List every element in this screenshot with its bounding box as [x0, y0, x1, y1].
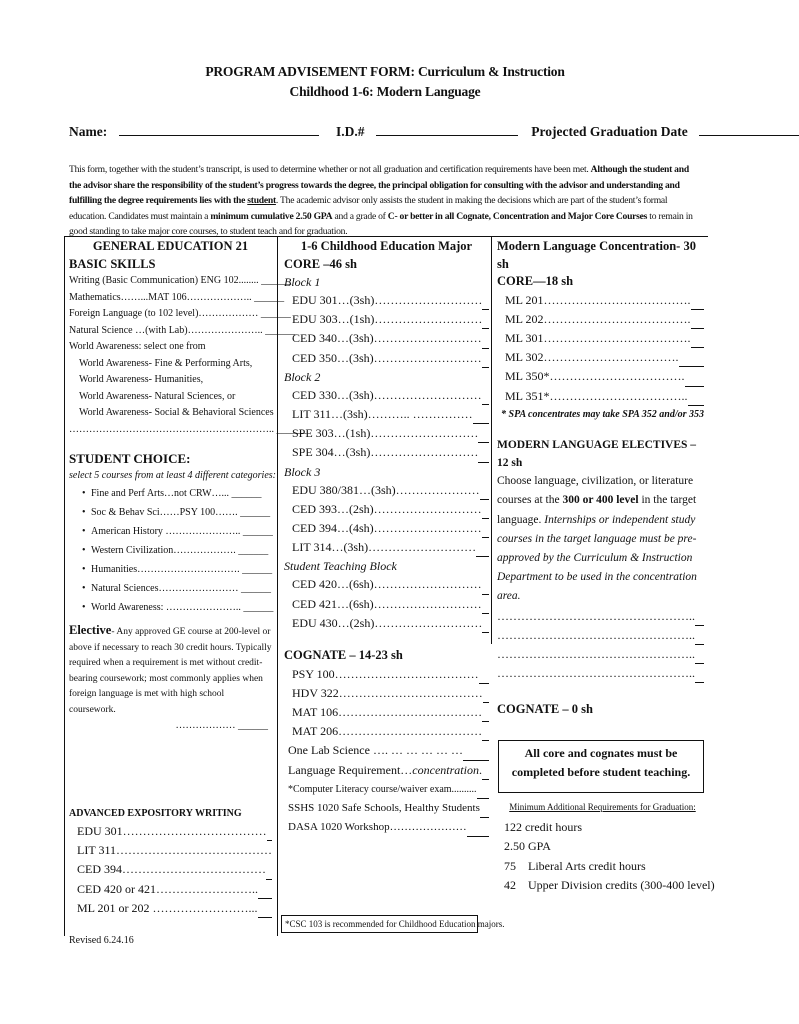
world-awareness-option: World Awareness- Humanities,: [79, 374, 204, 385]
requirement-item: 2.50 GPA: [504, 839, 551, 853]
id-label: I.D.#: [335, 124, 365, 139]
student-choice-item: • Western Civilization………………. ______: [69, 541, 272, 560]
spa-note: * SPA concentrates may take SPA 352 and/or 353: [501, 408, 704, 420]
elective-blank: ……………… ______: [175, 720, 268, 731]
student-choice-item: • Fine and Perf Arts…not CRW…... ______: [69, 484, 272, 503]
grade-blank[interactable]: [688, 397, 704, 406]
concentration-header: Modern Language Concentration- 30 sh: [497, 239, 696, 271]
grade-blank[interactable]: [482, 586, 489, 595]
grade-blank[interactable]: [478, 454, 489, 463]
cognate-item: PSY 100………………………………: [284, 665, 489, 684]
adv-writing-item: CED 394………………………………: [69, 860, 272, 879]
course-item: CED 340…(3sh)………………………: [284, 329, 489, 348]
revision-date: Revised 6.24.16: [69, 935, 134, 946]
form-subtitle: Childhood 1-6: Modern Language: [289, 84, 481, 99]
student-choice-item: • Natural Sciences…………………… ______: [69, 579, 272, 598]
student-choice-item: • American History ………………….. ______: [69, 522, 272, 541]
course-item: EDU 380/381…(3sh)…………………: [284, 481, 489, 500]
student-teaching-heading: Student Teaching Block: [284, 559, 397, 574]
grade-blank[interactable]: [482, 605, 489, 614]
concentration-cognate-heading: COGNATE – 0 sh: [497, 702, 593, 717]
gen-ed-line: World Awareness: select one from: [69, 341, 206, 352]
gen-ed-line: Foreign Language (to 102 level)……………… ______: [69, 308, 291, 319]
ml-course-item: ML 201……………………………….: [497, 291, 704, 310]
elective-item: …………………………………………..: [497, 645, 704, 664]
grade-blank[interactable]: [473, 415, 489, 424]
concentration-column: [497, 238, 704, 719]
grade-blank[interactable]: [482, 771, 489, 780]
cognate-item: DASA 1020 Workshop…………………: [284, 818, 489, 837]
course-item: CED 393…(2sh)………………………: [284, 500, 489, 519]
intro-paragraph: This form, together with the student’s transcript, is used to determine whether or not all graduation and certification requirements have been met. Although the student and the advisor share the responsibility of the student’s progress towards the degree, the principal obligation for consulting with the advisor and understanding and fulfilling the degree requirements lies with the student. The academic advisor only assists the student in making the decisions which are part of the student’s formal education. Candidates must maintain a minimum cumulative 2.50 GPA and a grade of C- or better in all Cognate, Concentration and Major Core Courses to remain in good standing to take major core courses, to student teach and for graduation.: [69, 164, 693, 238]
grade-blank[interactable]: [691, 320, 704, 329]
name-field[interactable]: [119, 123, 319, 136]
graduation-label: Projected Graduation Date: [531, 124, 688, 139]
grade-blank[interactable]: [476, 548, 489, 557]
grade-blank[interactable]: [467, 828, 489, 837]
block-3-heading: Block 3: [284, 464, 321, 479]
requirement-item: 42 Upper Division credits (300-400 level): [504, 878, 715, 892]
grade-blank[interactable]: [258, 909, 272, 918]
grade-blank[interactable]: [482, 359, 489, 368]
course-item: EDU 301…(3sh)………………………: [284, 291, 489, 310]
course-item: EDU 303…(1sh)………………………: [284, 310, 489, 329]
table-top-border: [64, 236, 708, 237]
grade-blank[interactable]: [482, 320, 489, 329]
grade-blank[interactable]: [483, 694, 489, 703]
course-item: SPE 304…(3sh)………………………: [284, 443, 489, 462]
elective-item: …………………………………………..: [497, 664, 704, 683]
block-2-heading: Block 2: [284, 369, 321, 384]
grade-blank[interactable]: [482, 340, 489, 349]
gen-ed-line: Mathematics……...MAT 106……………….. ______: [69, 291, 285, 303]
grade-blank[interactable]: [695, 655, 704, 664]
form-title: PROGRAM ADVISEMENT FORM: Curriculum & Instruction: [205, 64, 565, 79]
course-item: EDU 430…(2sh)………………………: [284, 614, 489, 633]
major-header: 1-6 Childhood Education Major: [300, 239, 473, 253]
world-awareness-option: World Awareness- Fine & Performing Arts,: [79, 357, 253, 369]
major-core-heading: CORE –46 sh: [284, 256, 357, 271]
gen-ed-header: GENERAL EDUCATION 21: [92, 239, 249, 253]
block-1-heading: Block 1: [284, 275, 321, 289]
student-choice-heading: STUDENT CHOICE:: [69, 451, 191, 466]
grade-blank[interactable]: [685, 378, 704, 387]
elective-item: …………………………………………..: [497, 626, 704, 645]
ml-electives-heading: MODERN LANGUAGE ELECTIVES –12 sh: [497, 439, 697, 469]
table-left-border: [64, 236, 65, 936]
requirement-item: 75 Liberal Arts credit hours: [504, 858, 646, 873]
concentration-core-heading: CORE—18 sh: [497, 274, 574, 288]
elective-item: …………………………………………..: [497, 607, 704, 626]
adv-writing-item: ML 201 or 202 ……………………...: [69, 899, 272, 918]
world-awareness-option: World Awareness- Social & Behavioral Sciences: [79, 407, 274, 418]
ml-course-item: ML 302…………………………….: [497, 348, 704, 367]
course-item: CED 420…(6sh)………………………: [284, 575, 489, 594]
grade-blank[interactable]: [477, 790, 489, 799]
cognate-item: *Computer Literacy course/waiver exam..........: [284, 780, 489, 799]
graduation-date-field[interactable]: [699, 123, 799, 136]
ml-course-item: ML 301……………………………….: [497, 329, 704, 348]
course-item: CED 421…(6sh)………………………: [284, 595, 489, 614]
student-info-row: [69, 123, 709, 140]
grade-blank[interactable]: [479, 675, 489, 684]
grade-blank[interactable]: [482, 396, 489, 405]
grade-blank[interactable]: [482, 301, 489, 310]
student-choice-item: • World Awareness: ………………….. ______: [69, 598, 272, 617]
cognate-item: HDV 322………………………………: [284, 684, 489, 703]
grade-blank[interactable]: [480, 491, 489, 500]
grade-blank[interactable]: [482, 510, 489, 519]
elective-note: Elective- Any approved GE course at 200-level or above if necessary to reach 30 credit hours. Typically required when a requirement is met without credit-bearing coursework; most commonly applies when foreign language is met with high school coursework.: [69, 623, 272, 715]
cognate-item: MAT 206………………………………: [284, 722, 489, 741]
grade-blank[interactable]: [480, 809, 489, 818]
column-divider-2: [491, 236, 492, 644]
grade-blank[interactable]: [482, 529, 489, 538]
grade-blank[interactable]: [691, 301, 704, 310]
requirement-item: 122 credit hours: [504, 819, 582, 834]
course-item: LIT 314…(3sh)………………………: [284, 538, 489, 557]
cognate-item: One Lab Science …. … … … … …: [284, 741, 489, 760]
course-item: CED 330…(3sh)………………………: [284, 386, 489, 405]
adv-writing-item: EDU 301………………………………: [69, 822, 272, 841]
gen-ed-line: Writing (Basic Communication) ENG 102........ ______: [69, 275, 292, 286]
world-awareness-blank: …………………………………………………….. ______: [69, 423, 307, 435]
basic-skills-heading: BASIC SKILLS: [69, 256, 156, 271]
electives-description: Choose language, civilization, or literature courses at the 300 or 400 level in the target language. Internships or independent study courses in the target language must be pre-approved by the Curriculum & Instruction Department to be used in the concentration area.: [497, 475, 697, 603]
grade-blank[interactable]: [482, 713, 489, 722]
core-completion-box: All core and cognates must be completed before student teaching.: [498, 740, 704, 793]
grade-blank[interactable]: [482, 732, 489, 741]
min-requirements-title: Minimum Additional Requirements for Graduation:: [509, 802, 696, 812]
grade-blank[interactable]: [267, 832, 272, 841]
grade-blank[interactable]: [695, 617, 704, 626]
id-field[interactable]: [376, 123, 518, 136]
grade-blank[interactable]: [695, 674, 704, 683]
cognate-item: SSHS 1020 Safe Schools, Healthy Students: [284, 799, 489, 818]
student-choice-item: • Humanities…………………………. ______: [69, 560, 272, 579]
grade-blank[interactable]: [463, 752, 489, 761]
adv-writing-item: CED 420 or 421……………………..: [69, 880, 272, 899]
gen-ed-line: Natural Science …(with Lab)………………….. ______: [69, 324, 296, 336]
cognate-item: Language Requirement…concentration.: [284, 761, 489, 780]
course-item: CED 350…(3sh)………………………: [284, 349, 489, 368]
grade-blank[interactable]: [258, 890, 272, 899]
adv-writing-item: LIT 311…………………………………: [77, 843, 272, 858]
ml-course-item: ML 351*……………………………..: [497, 387, 704, 406]
course-item: LIT 311…(3sh)……….. ……………: [284, 405, 489, 424]
grade-blank[interactable]: [266, 871, 272, 880]
csc-note: *CSC 103 is recommended for Childhood Education majors.: [281, 915, 478, 933]
grade-blank[interactable]: [691, 339, 704, 348]
student-choice-item: • Soc & Behav Sci……PSY 100……. ______: [69, 503, 272, 522]
ml-course-item: ML 350*…………………………….: [497, 367, 704, 386]
course-item: SPE 303…(1sh)………………………: [284, 424, 489, 443]
major-column: [284, 238, 489, 837]
ml-course-item: ML 202……………………………….: [497, 310, 704, 329]
name-label: Name:: [69, 124, 108, 139]
course-item: CED 394…(4sh)………………………: [284, 519, 489, 538]
cognate-heading: COGNATE – 14-23 sh: [284, 648, 403, 663]
advanced-writing-heading: ADVANCED EXPOSITORY WRITING: [69, 807, 242, 819]
grade-blank[interactable]: [482, 624, 489, 633]
grade-blank[interactable]: [478, 434, 489, 443]
graduation-requirements: [500, 798, 715, 896]
grade-blank[interactable]: [679, 358, 704, 367]
world-awareness-option: World Awareness- Natural Sciences, or: [79, 390, 236, 402]
student-choice-note: select 5 courses from at least 4 different categories:: [69, 469, 276, 481]
cognate-item: MAT 106………………………………: [284, 703, 489, 722]
column-divider-1: [277, 236, 278, 936]
grade-blank[interactable]: [695, 636, 704, 645]
